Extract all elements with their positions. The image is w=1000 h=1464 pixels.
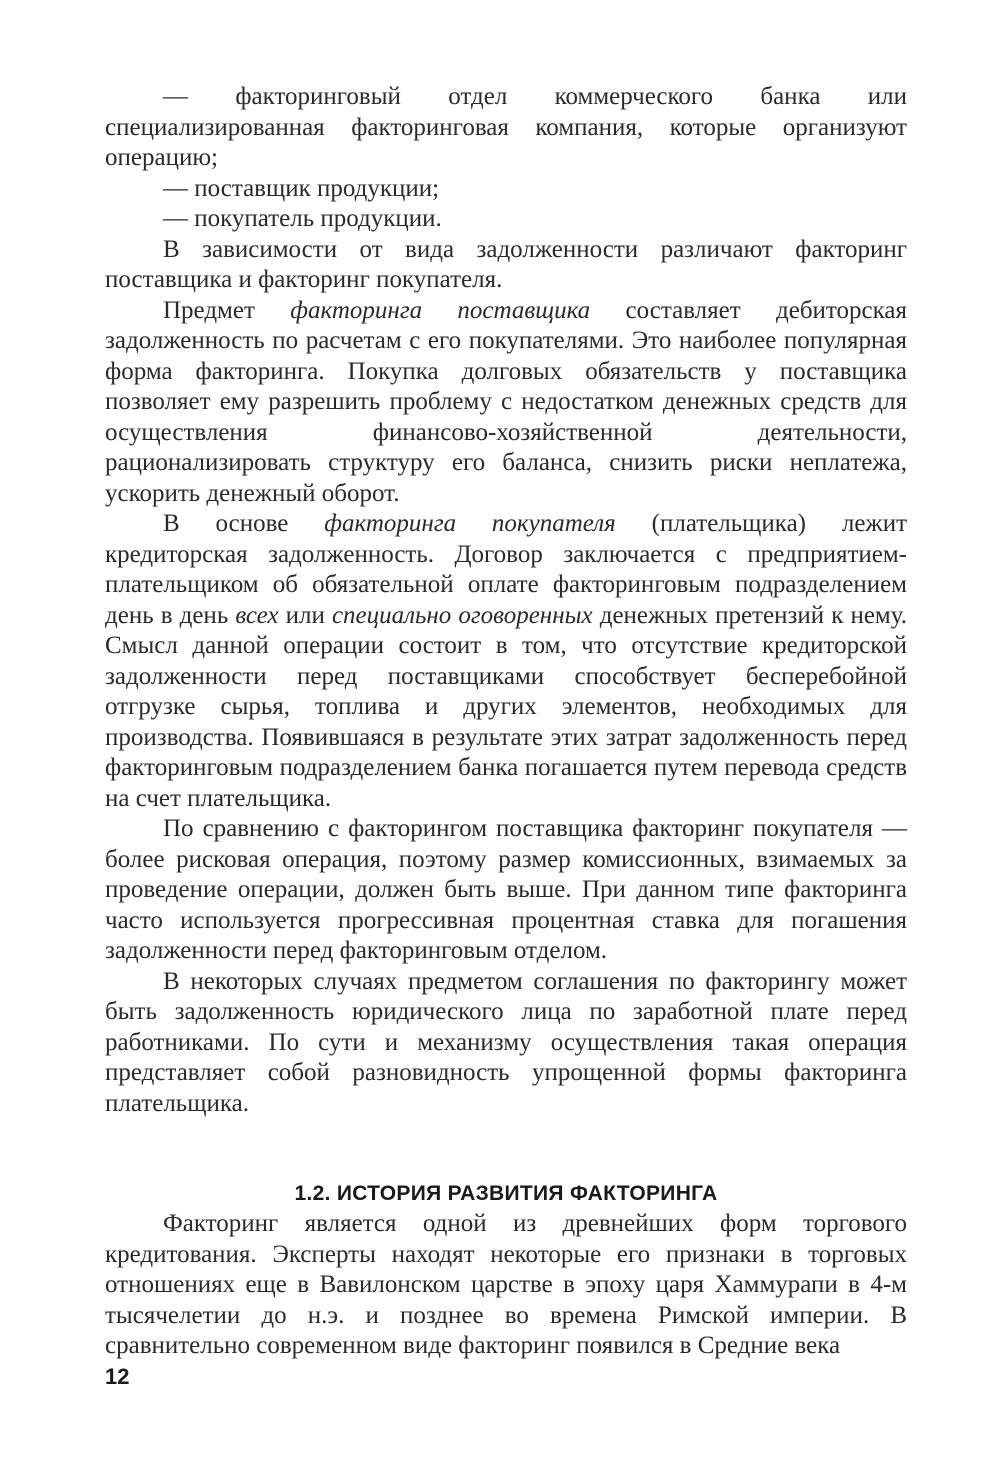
emphasis-buyer-factoring: факторинга покупателя — [324, 510, 616, 537]
emphasis-supplier-factoring: факторинга поставщика — [290, 296, 591, 324]
paragraph-supplier-factoring — [105, 296, 907, 510]
text-span: или — [278, 601, 332, 629]
page-number: 12 — [105, 1364, 130, 1389]
section-heading: 1.2. ИСТОРИЯ РАЗВИТИЯ ФАКТОРИНГА — [294, 1182, 718, 1205]
paragraph-comparison: По сравнению с факторингом поставщика факторинг покупателя — более рисковая операция, поэтому размер комиссионных, взимаемых за проведение операции, должен быть выше. При данном типе факторинга часто используется прогрессивная процентная ставка для погашения задолженности перед факторинговым отделом. — [105, 815, 907, 964]
paragraph-history: Факторинг является одной из древнейших форм торгового кредитования. Эксперты находят некоторые его признаки в торговых отношениях еще в Вавилонском царстве в эпоху царя Хаммурапи в 4-м тысячелетии до н.э. и позднее во времена Римской империи. В сравнительно современном виде факторинг появился в Средние века — [105, 1210, 907, 1359]
page-body — [105, 82, 907, 1362]
paragraph-wage-debt: В некоторых случаях предметом соглашения по факторингу может быть задолженность юридического лица по заработной плате перед работниками. По сути и механизму осуществления такая операция представляет собой разновидность упрощенной формы факторинга плательщика. — [105, 967, 907, 1117]
text-span: денежных претензий к нему. Смысл данной операции состоит в том, что отсутствие кредиторской задолженности перед поставщиками способствует бесперебойной отгрузке сырья, топлива и других элементов, необходимых для производства. Появившаяся в результате этих затрат задолженность перед факторинговым подразделением банка погашается путем перевода средств на счет плательщика. — [105, 601, 907, 812]
text-span: Предмет — [163, 296, 291, 324]
emphasis-all: всех — [235, 601, 279, 629]
emphasis-specially-agreed: специально оговоренных — [331, 601, 593, 629]
text-span: составляет дебиторская задолженность по расчетам с его покупателями. Это наиболее популярная форма факторинга. Покупка долговых обязательств у поставщика позволяет ему разрешить проблему с недостатком денежных средств для осуществления финансово-хозяйственной деятельности, рационализировать структуру его баланса, снизить риски неплатежа, ускорить денежный оборот. — [105, 296, 907, 507]
list-item-buyer: — покупатель продукции. — [163, 205, 442, 232]
paragraph-factoring-types: В зависимости от вида задолженности различают факторинг поставщика и факторинг покупателя. — [105, 235, 907, 293]
list-item-factoring-department: — факторинговый отдел коммерческого банка или специализированная факторинговая компания, которые организуют операцию; — [105, 83, 907, 171]
text-span: В основе — [163, 510, 325, 537]
text-span: (плательщика) лежит кредиторская задолженность. Договор заключается с предприятием-плательщиком об обязательной оплате факторинговым подразделением день в день — [105, 510, 907, 629]
paragraph-buyer-factoring — [105, 509, 907, 814]
list-item-supplier: — поставщик продукции; — [163, 174, 440, 202]
